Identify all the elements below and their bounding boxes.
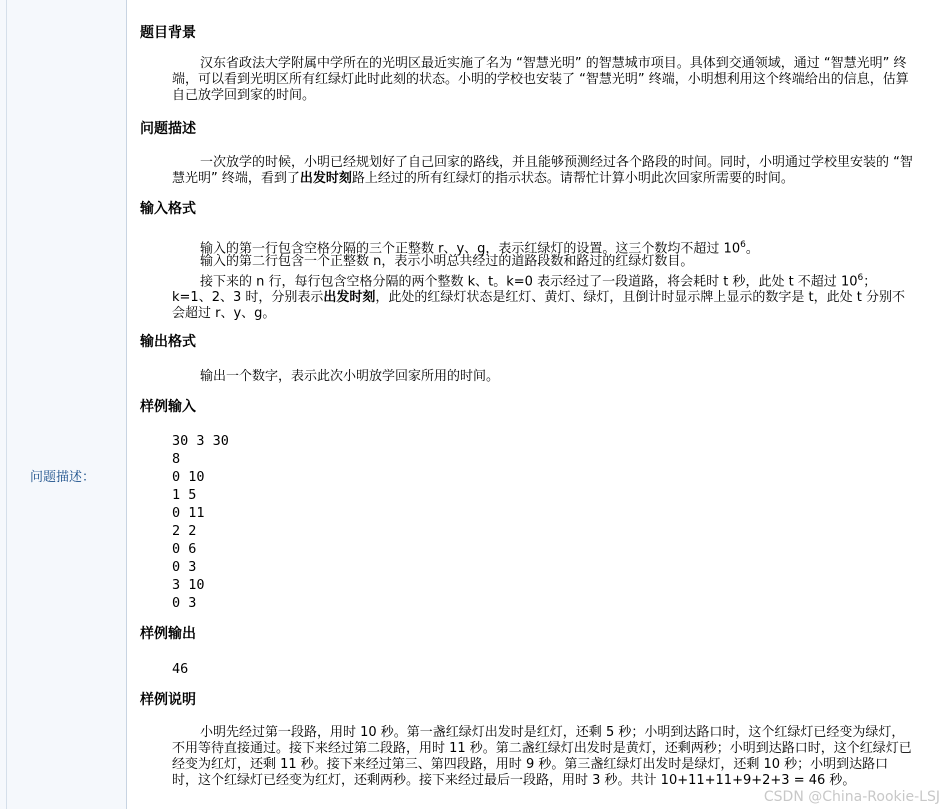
field-label: 问题描述： bbox=[30, 470, 96, 485]
code-line: 46 bbox=[172, 661, 189, 677]
input-line3-c: ，此处的红绿灯状态是红灯、黄灯、绿灯，且倒计时显示牌上显示的数字是 t，此处 t 分别不会超过 r、y、g。 bbox=[172, 290, 905, 322]
input-line1-b: 。 bbox=[745, 241, 759, 257]
column-divider bbox=[6, 0, 7, 809]
sample-explain-text: 小明先经过第一段路，用时 10 秒。第一盏红绿灯出发时是红灯，还剩 5 秒；小明到达路口时，这个红绿灯已经变为绿灯，不用等待直接通过。接下来经过第二段路，用时 11 秒。第二盏红绿灯出发时是黄灯，还剩两秒；小明到达路口时，这个红绿灯已经变为红灯，还剩 11 秒。接下来经过第三、第四段路，用时 9 秒。第三盏红绿灯出发时是绿灯，还剩 10 秒；小明到达路口时，这个红绿灯已经变为红灯，还剩两秒。接下来经过最后一段路，用时 3 秒。共计 10+11+11+9+2+3 = 46 秒。 bbox=[172, 725, 912, 788]
input-line3-a: 接下来的 n 行，每行包含空格分隔的两个整数 k、t。k=0 表示经过了一段道路，将会耗时 t 秒，此处 t 不超过 10 bbox=[200, 274, 858, 290]
input-line1-a: 输入的第一行包含空格分隔的三个正整数 r、y、g，表示红绿灯的设置。这三个数均不超过 10 bbox=[200, 241, 741, 257]
heading-output-format: 输出格式 bbox=[140, 334, 196, 350]
code-line: 1 5 bbox=[172, 487, 197, 503]
code-line: 0 10 bbox=[172, 469, 205, 485]
description-bold: 出发时刻 bbox=[299, 171, 352, 186]
code-line: 30 3 30 bbox=[172, 433, 229, 449]
code-line: 3 10 bbox=[172, 577, 205, 593]
heading-input-format: 输入格式 bbox=[140, 201, 196, 217]
output-format-text: 输出一个数字，表示此次小明放学回家所用的时间。 bbox=[200, 369, 500, 384]
code-line: 0 3 bbox=[172, 595, 197, 611]
heading-sample-input: 样例输入 bbox=[140, 399, 196, 415]
input-line1-sup: 6 bbox=[740, 240, 746, 250]
description-text-a: 一次放学的时候，小明已经规划好了自己回家的路线，并且能够预测经过各个路段的时间。同时，小明通过学校里安装的 “智慧光明” 终端，看到了 bbox=[172, 155, 913, 186]
description-text-b: 路上经过的所有红绿灯的指示状态。请帮忙计算小明此次回家所需要的时间。 bbox=[351, 171, 794, 186]
problem-content bbox=[140, 0, 930, 809]
code-line: 0 6 bbox=[172, 541, 197, 557]
code-line: 0 3 bbox=[172, 559, 197, 575]
sample-output-block bbox=[172, 660, 188, 678]
sample-input-block bbox=[172, 432, 229, 612]
input-line3-sup: 6 bbox=[857, 273, 864, 283]
heading-description: 问题描述 bbox=[140, 121, 196, 137]
heading-sample-explain: 样例说明 bbox=[140, 692, 196, 708]
input-format-line3 bbox=[172, 270, 914, 322]
heading-sample-output: 样例输出 bbox=[140, 626, 196, 642]
label-column bbox=[0, 0, 127, 809]
heading-background: 题目背景 bbox=[140, 25, 196, 41]
code-line: 8 bbox=[172, 451, 181, 467]
description-text bbox=[172, 155, 914, 187]
input-line3-b: ；k=1、2、3 时，分别表示 bbox=[172, 274, 877, 306]
background-text: 汉东省政法大学附属中学所在的光明区最近实施了名为 “智慧光明” 的智慧城市项目。具体到交通领域，通过 “智慧光明” 终端，可以看到光明区所有红绿灯此时此刻的状态。小明的学校也安装了 “智慧光明” 终端，小明想利用这个终端给出的信息，估算自己放学回到家的时间。 bbox=[172, 56, 909, 103]
code-line: 2 2 bbox=[172, 523, 197, 539]
code-line: 0 11 bbox=[172, 505, 205, 521]
input-format-line2: 输入的第二行包含一个正整数 n，表示小明总共经过的道路段数和路过的红绿灯数目。 bbox=[200, 254, 694, 269]
watermark: CSDN @China-Rookie-LSJ bbox=[763, 789, 940, 805]
input-line3-bold: 出发时刻 bbox=[323, 290, 376, 306]
